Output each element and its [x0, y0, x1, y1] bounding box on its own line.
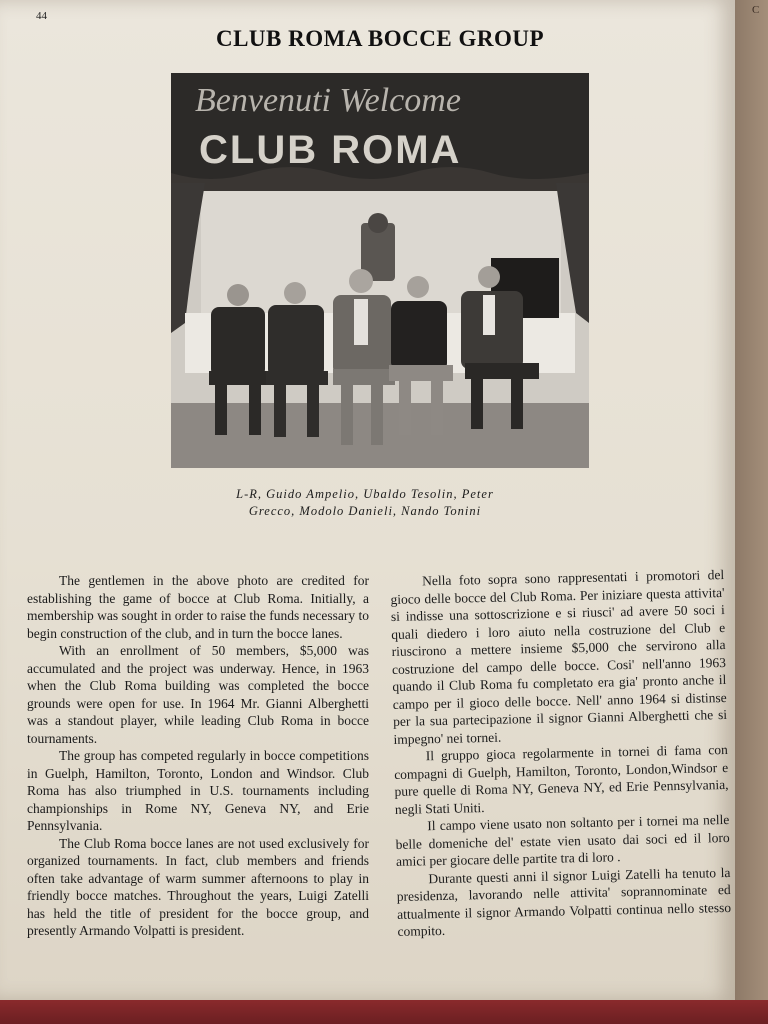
paragraph: Il gruppo gioca regolarmente in tornei di fama con compagni di Guelph, Hamilton, Toronto, London,Windsor e pure quelle di Roma NY, Geneva NY, ed Erie Pennsylvania, negli Stati Uniti.	[394, 741, 729, 817]
english-column	[27, 572, 369, 940]
banner-welcome-text: Benvenuti Welcome	[195, 82, 461, 119]
caption-line: L-R, Guido Ampelio, Ubaldo Tesolin, Peter	[236, 487, 494, 501]
paragraph: Durante questi anni il signor Luigi Zatelli ha tenuto la presidenza, lavorando nelle attivita' soprannominate ed attualmente il signor Armando Volpatti continua nello stesso compito.	[396, 864, 732, 939]
banner-club-roma-text: CLUB ROMA	[199, 128, 462, 172]
paragraph: The Club Roma bocce lanes are not used exclusively for organized tournaments. In fact, club members and friends often take advantage of warm summer afternoons to play in friendly bocce matches. Throughout the years, Luigi Zatelli has held the title of president for the bocce group, and presently Armando Volpatti is president.	[27, 835, 369, 938]
group-photo	[171, 73, 589, 468]
paragraph: Nella foto sopra sono rappresentati i promotori del gioco delle bocce del Club Roma. Per iniziare questa attivita' si indisse una sottoscrizione e si riusci' ad avere 50 soci i quali diedero i loro aiuto nella costruzione del Club e riuscirono a mettere insieme $5,000 che servirono alla costruzione del campo delle bocce. Cosi' nell'anno 1963 quando il Club Roma fu completato era gia' pronto anche il campo per il gioco delle bocce. Nell' anno 1964 si distinse per la sua partecipazione il signor Gianni Alberghetti che si impegno' nei tornei.	[390, 567, 728, 747]
caption-line: Grecco, Modolo Danieli, Nando Tonini	[248, 504, 482, 518]
paragraph: The gentlemen in the above photo are credited for establishing the game of bocce at Club Roma. Initially, a membership was sought in order to raise the funds necessary to begin construction of the club, and in turn the bocce lanes.	[27, 573, 369, 641]
adjacent-page-glyph: C	[752, 4, 760, 16]
photo-caption	[180, 486, 550, 520]
book-cover-edge	[0, 1000, 768, 1024]
italian-column	[390, 566, 732, 940]
page-title: CLUB ROMA BOCCE GROUP	[215, 26, 545, 51]
paragraph: Il campo viene usato non soltanto per i tornei ma nelle belle domeniche del' estate vien usato dai soci ed il loro amici per giocare delle partite tra di loro .	[395, 811, 730, 869]
paragraph: With an enrollment of 50 members, $5,000 was accumulated and the project was underway. Hence, in 1963 when the Club Roma building was completed the bocce grounds were open for use. In 1964 Mr. Gianni Alberghetti was a standout player, while leading Club Roma in bocce tournaments.	[27, 643, 369, 746]
paragraph: The group has competed regularly in bocce competitions in Guelph, Hamilton, Toronto, London and Windsor. Club Roma has also triumphed in U.S. tournaments including championships in Rome NY, Geneva NY, and Erie Pennsylvania.	[27, 748, 369, 833]
page-number: 44	[36, 10, 47, 22]
